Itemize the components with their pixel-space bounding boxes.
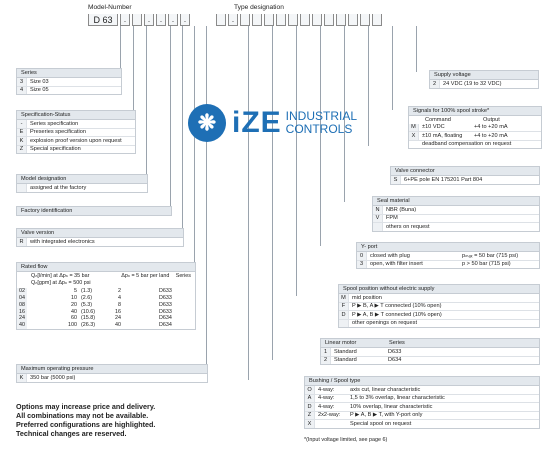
spec-status-panel	[16, 110, 136, 154]
model-designation-panel	[16, 174, 148, 193]
logo-mark-icon: ❋	[188, 104, 226, 142]
code-box: .	[228, 14, 238, 26]
code-box-model: D 63	[88, 14, 118, 26]
code-box	[240, 14, 250, 26]
code-box: .	[168, 14, 178, 26]
signals-extra: deadband compensation on request	[422, 140, 512, 147]
list-item: X ±10 mA, floating +4 to +20 mA	[409, 132, 541, 140]
panel-title: Spool position without electric supply	[339, 285, 539, 294]
panel-title: Series	[17, 69, 121, 78]
list-item: 2 24 VDC (19 to 32 VDC)	[430, 80, 538, 87]
code-box	[288, 14, 298, 26]
list-item: - Series specification	[17, 120, 135, 128]
rated-flow-header-2: Qₙ[gpm] at Δpₙ = 500 psi	[31, 279, 91, 286]
code-box	[276, 14, 286, 26]
code-box	[348, 14, 358, 26]
code-box: .	[180, 14, 190, 26]
list-item: Z Special specification	[17, 146, 135, 153]
list-item: D 4-way: 10% overlap, linear characteristic	[305, 403, 539, 411]
bushing-panel	[304, 376, 540, 429]
leader-line	[272, 26, 273, 360]
list-item: 2 Standard D634	[321, 357, 539, 364]
signals-panel	[408, 106, 542, 149]
leader-line	[416, 26, 417, 72]
list-item: N NBR (Buna)	[373, 206, 539, 214]
list-item: 3 open, with filter insert p > 50 bar (715 psi)	[357, 261, 539, 268]
list-item: 0 closed with plug pₘₐₓ = 50 bar (715 psi)	[357, 252, 539, 260]
list-item: O 4-way: axis cut, linear characteristic	[305, 386, 539, 394]
code-box	[300, 14, 310, 26]
table-row: 04 10 (2.6) 4 D633	[19, 294, 172, 301]
list-item: D P ▶ A, B ▶ T connected (10% open)	[339, 311, 539, 319]
list-item: 3 Size 03	[17, 78, 121, 86]
rated-flow-panel	[16, 262, 196, 330]
list-item: M mid position	[339, 294, 539, 302]
list-item: others on request	[373, 223, 539, 230]
valve-version-panel	[16, 228, 184, 247]
panel-title: Signals for 100% spool stroke*	[409, 107, 541, 116]
leader-line	[182, 26, 183, 242]
rated-flow-header-1b: Δpₙ = 5 bar per land	[121, 273, 170, 280]
footnote: *(Input voltage limited, see page 6)	[304, 437, 388, 443]
leader-line	[296, 26, 297, 296]
series-panel	[16, 68, 122, 95]
panel-title: Valve version	[17, 229, 183, 238]
logo-line2: CONTROLS	[285, 122, 353, 136]
list-item: E Preseries specification	[17, 129, 135, 137]
order-code-row	[88, 14, 382, 26]
valve-connector-panel	[390, 166, 540, 185]
table-row: 24 60 (15.8) 24 D634	[19, 315, 172, 322]
panel-title: Rated flow	[17, 263, 195, 272]
code-box	[252, 14, 262, 26]
order-notes: Options may increase price and delivery. All combinations may not be available. Preferred configurations are highlighted. Technical changes are reserved.	[16, 402, 156, 438]
panel-title: Maximum operating pressure	[17, 365, 207, 374]
logo-line1: INDUSTRIAL	[285, 109, 358, 124]
table-row: 40 100 (26.3) 40 D634	[19, 322, 172, 329]
linear-motor-header-series: Series	[389, 340, 405, 346]
panel-title: Supply voltage	[430, 71, 538, 80]
max-pressure-panel	[16, 364, 208, 383]
panel-title: Linear motor Series	[321, 339, 539, 348]
list-item: F P ▶ B, A ▶ T connected (10% open)	[339, 303, 539, 311]
panel-title: Factory identification	[17, 207, 171, 215]
code-box	[264, 14, 274, 26]
panel-title: Bushing / Spool type	[305, 377, 539, 386]
logo-brand: iZE	[232, 105, 282, 139]
linear-motor-panel	[320, 338, 540, 365]
code-box: .	[156, 14, 166, 26]
list-item: V FPM	[373, 215, 539, 223]
panel-title: Y- port	[357, 243, 539, 252]
spool-position-panel	[338, 284, 540, 328]
list-item: R with integrated electronics	[17, 238, 183, 245]
table-row: 16 40 (10.6) 16 D633	[19, 308, 172, 315]
panel-title: Seal material	[373, 197, 539, 206]
code-box	[336, 14, 346, 26]
code-box: .	[120, 14, 130, 26]
list-item: Z 2x2-way: P ▶ A, B ▶ T, with Y-port only	[305, 412, 539, 420]
list-item: S 6+PE pole EN 175201 Part 804	[391, 176, 539, 183]
rated-flow-header-series: Series	[175, 273, 191, 280]
table-row: 08 20 (5.3) 8 D633	[19, 301, 172, 308]
code-box	[324, 14, 334, 26]
leader-line	[194, 26, 195, 268]
code-box	[216, 14, 226, 26]
list-item: M ±10 VDC +4 to +20 mA	[409, 124, 541, 132]
list-item: 4 Size 05	[17, 87, 121, 94]
list-item: K 350 bar (5000 psi)	[17, 374, 207, 381]
list-item: A 4-way: 1,5 to 3% overlap, linear characteristic	[305, 395, 539, 403]
leader-line	[170, 26, 171, 212]
list-item: other openings on request	[339, 320, 539, 327]
rated-flow-table	[17, 288, 195, 329]
code-box	[360, 14, 370, 26]
y-port-panel	[356, 242, 540, 269]
supply-voltage-panel	[429, 70, 539, 89]
panel-title: Valve connector	[391, 167, 539, 176]
code-box	[372, 14, 382, 26]
code-box: .	[144, 14, 154, 26]
signals-header-output: Output	[483, 117, 500, 124]
leader-line	[206, 26, 207, 368]
code-box	[312, 14, 322, 26]
leader-line	[368, 26, 369, 146]
list-item: X Special spool on request	[305, 420, 539, 427]
model-number-label: Model-Number	[88, 4, 132, 11]
seal-material-panel	[372, 196, 540, 232]
rated-flow-header-1: Qₙ[l/min] at Δpₙ = 35 bar	[31, 273, 90, 280]
list-item: assigned at the factory	[17, 184, 147, 191]
code-box	[132, 14, 142, 26]
signals-header-command: Command	[425, 117, 451, 124]
factory-id-panel	[16, 206, 172, 216]
table-row: 02 5 (1.3) 2 D633	[19, 288, 172, 295]
leader-line	[392, 26, 393, 110]
list-item: K explosion proof version upon request	[17, 137, 135, 145]
leader-line	[146, 26, 147, 176]
panel-title: Specification-Status	[17, 111, 135, 120]
leader-line	[248, 26, 249, 380]
list-item: 1 Standard D633	[321, 348, 539, 356]
type-designation-label: Type designation	[234, 4, 284, 11]
panel-title: Model designation	[17, 175, 147, 184]
brand-logo	[188, 104, 357, 142]
